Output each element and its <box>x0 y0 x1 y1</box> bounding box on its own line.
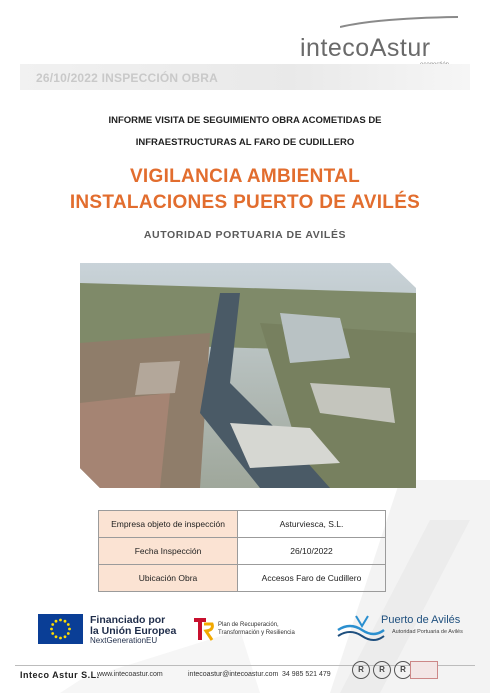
certification-icon: R <box>394 661 412 679</box>
recovery-plan-line1: Plan de Recuperación, <box>218 622 279 628</box>
eu-flag-icon <box>38 614 83 644</box>
eu-funding-line3: NextGenerationEU <box>90 636 158 645</box>
quality-badge-icon <box>410 661 438 679</box>
footer-company: Inteco Astur S.L. <box>20 670 100 680</box>
footer-email: intecoastur@intecoastur.com <box>188 671 279 678</box>
table-value: Asturviesca, S.L. <box>238 511 386 538</box>
inspection-date-heading: 26/10/2022 INSPECCIÓN OBRA <box>36 71 218 85</box>
certification-icon: R <box>352 661 370 679</box>
eu-funding-line1: Financiado por <box>90 614 166 626</box>
port-aviles-subtitle: Autoridad Portuaria de Avilés <box>392 629 463 635</box>
logo-swoosh-icon <box>340 16 460 28</box>
table-label: Ubicación Obra <box>99 565 238 592</box>
table-row <box>99 538 386 565</box>
port-aviles-logo-icon <box>336 612 386 642</box>
report-title-line2: INFRAESTRUCTURAS AL FARO DE CUDILLERO <box>135 137 355 148</box>
main-title-line1: VIGILANCIA AMBIENTAL <box>129 166 361 187</box>
eu-funding-line2: la Unión Europea <box>90 625 177 637</box>
table-row <box>99 565 386 592</box>
certification-icon: R <box>373 661 391 679</box>
table-value: 26/10/2022 <box>238 538 386 565</box>
report-title-line1: INFORME VISITA DE SEGUIMIENTO OBRA ACOMETIDAS DE <box>108 115 382 126</box>
footer-phone: 34 985 521 479 <box>282 671 331 678</box>
port-aviles-name: Puerto de Avilés <box>381 614 461 626</box>
table-label: Fecha Inspección <box>99 538 238 565</box>
recovery-plan-logo-icon <box>192 616 214 642</box>
table-row <box>99 511 386 538</box>
table-value: Accesos Faro de Cudillero <box>238 565 386 592</box>
recovery-plan-line2: Transformación y Resiliencia <box>218 630 295 636</box>
authority-subtitle: AUTORIDAD PORTUARIA DE AVILÉS <box>143 229 347 241</box>
inspection-info-table <box>98 510 386 592</box>
logo-text: intecoAstur <box>300 34 431 62</box>
aerial-port-photo <box>80 263 416 488</box>
table-label: Empresa objeto de inspección <box>99 511 238 538</box>
footer-website: www.intecoastur.com <box>97 671 163 678</box>
main-title-line2: INSTALACIONES PUERTO DE AVILÉS <box>69 192 421 213</box>
